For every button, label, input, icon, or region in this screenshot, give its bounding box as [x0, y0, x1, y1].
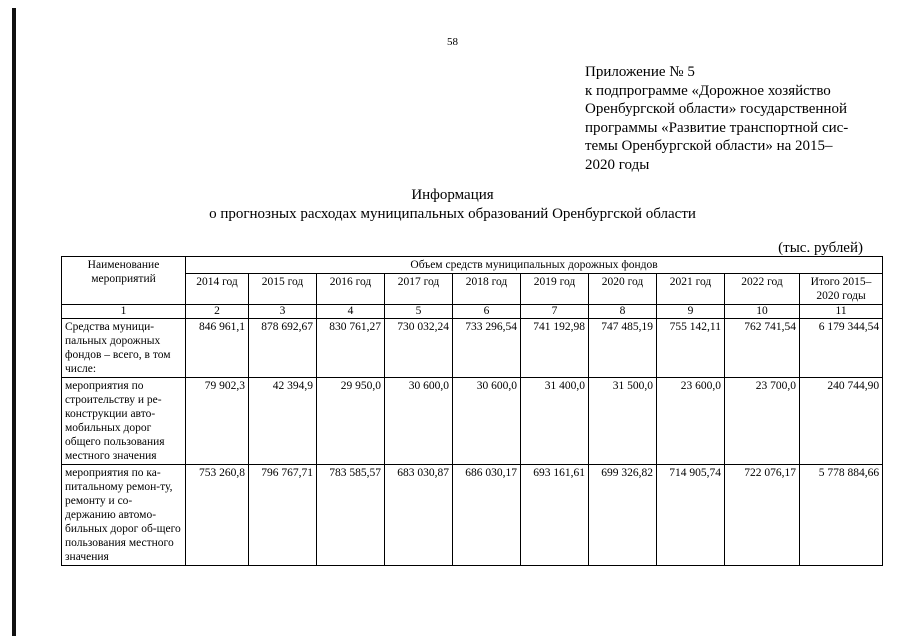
cell-value: 31 500,0	[589, 378, 657, 465]
cell-value: 6 179 344,54	[800, 319, 883, 378]
table-row-total	[62, 319, 883, 378]
column-number: 10	[725, 305, 800, 319]
cell-value: 730 032,24	[385, 319, 453, 378]
cell-value: 79 902,3	[186, 378, 249, 465]
expenses-table	[61, 256, 883, 566]
appendix-line: к подпрограмме «Дорожное хозяйство	[585, 82, 831, 99]
cell-value: 686 030,17	[453, 465, 521, 566]
document-title	[0, 186, 905, 224]
cell-value: 29 950,0	[317, 378, 385, 465]
cell-value: 878 692,67	[249, 319, 317, 378]
appendix-line: 2020 годы	[585, 156, 650, 173]
table-row-construction	[62, 378, 883, 465]
year-header: 2019 год	[521, 274, 589, 305]
cell-value: 23 600,0	[657, 378, 725, 465]
cell-value: 30 600,0	[385, 378, 453, 465]
years-row	[62, 274, 883, 305]
column-number: 1	[62, 305, 186, 319]
cell-value: 5 778 884,66	[800, 465, 883, 566]
page-number: 58	[447, 36, 458, 48]
cell-value: 30 600,0	[453, 378, 521, 465]
cell-value: 753 260,8	[186, 465, 249, 566]
cell-value: 747 485,19	[589, 319, 657, 378]
cell-value: 683 030,87	[385, 465, 453, 566]
cell-value: 23 700,0	[725, 378, 800, 465]
column-number: 2	[186, 305, 249, 319]
appendix-line: программы «Развитие транспортной сис-	[585, 119, 849, 136]
cell-value: 31 400,0	[521, 378, 589, 465]
cell-value: 783 585,57	[317, 465, 385, 566]
name-header: Наименование мероприятий	[62, 257, 186, 305]
year-header: 2016 год	[317, 274, 385, 305]
cell-value: 722 076,17	[725, 465, 800, 566]
column-number: 8	[589, 305, 657, 319]
cell-value: 830 761,27	[317, 319, 385, 378]
column-number: 6	[453, 305, 521, 319]
cell-value: 796 767,71	[249, 465, 317, 566]
appendix-note	[585, 63, 885, 175]
cell-value: 714 905,74	[657, 465, 725, 566]
total-header: Итого 2015–2020 годы	[800, 274, 883, 305]
scan-edge-mark	[12, 8, 16, 636]
table-row-repair	[62, 465, 883, 566]
appendix-line: Приложение № 5	[585, 64, 695, 80]
cell-value: 755 142,11	[657, 319, 725, 378]
year-header: 2015 год	[249, 274, 317, 305]
column-number: 9	[657, 305, 725, 319]
year-header: 2021 год	[657, 274, 725, 305]
appendix-line: Оренбургской области» государственной	[585, 101, 847, 118]
column-numbers-row	[62, 305, 883, 319]
column-number: 5	[385, 305, 453, 319]
year-header: 2017 год	[385, 274, 453, 305]
row-label: Средства муници-пальных дорожных фондов – всего, в том числе:	[62, 319, 186, 378]
column-number: 7	[521, 305, 589, 319]
cell-value: 693 161,61	[521, 465, 589, 566]
units-note: (тыс. рублей)	[778, 240, 863, 256]
cell-value: 699 326,82	[589, 465, 657, 566]
cell-value: 42 394,9	[249, 378, 317, 465]
title-line-2: о прогнозных расходах муниципальных образований Оренбургской области	[209, 206, 696, 222]
cell-value: 846 961,1	[186, 319, 249, 378]
column-number: 3	[249, 305, 317, 319]
year-header: 2022 год	[725, 274, 800, 305]
cell-value: 741 192,98	[521, 319, 589, 378]
row-label: мероприятия по ка-питальному ремон-ту, ремонту и со-держанию автомо-бильных дорог об-щего пользования местного значения	[62, 465, 186, 566]
cell-value: 762 741,54	[725, 319, 800, 378]
column-number: 11	[800, 305, 883, 319]
year-header: 2014 год	[186, 274, 249, 305]
cell-value: 733 296,54	[453, 319, 521, 378]
cell-value: 240 744,90	[800, 378, 883, 465]
group-header: Объем средств муниципальных дорожных фондов	[186, 257, 883, 274]
year-header: 2020 год	[589, 274, 657, 305]
title-line-1: Информация	[411, 187, 494, 203]
row-label: мероприятия по строительству и ре-конструкции авто-мобильных дорог общего пользования местного значения	[62, 378, 186, 465]
header-row	[62, 257, 883, 274]
appendix-line: темы Оренбургской области» на 2015–	[585, 138, 833, 155]
column-number: 4	[317, 305, 385, 319]
year-header: 2018 год	[453, 274, 521, 305]
